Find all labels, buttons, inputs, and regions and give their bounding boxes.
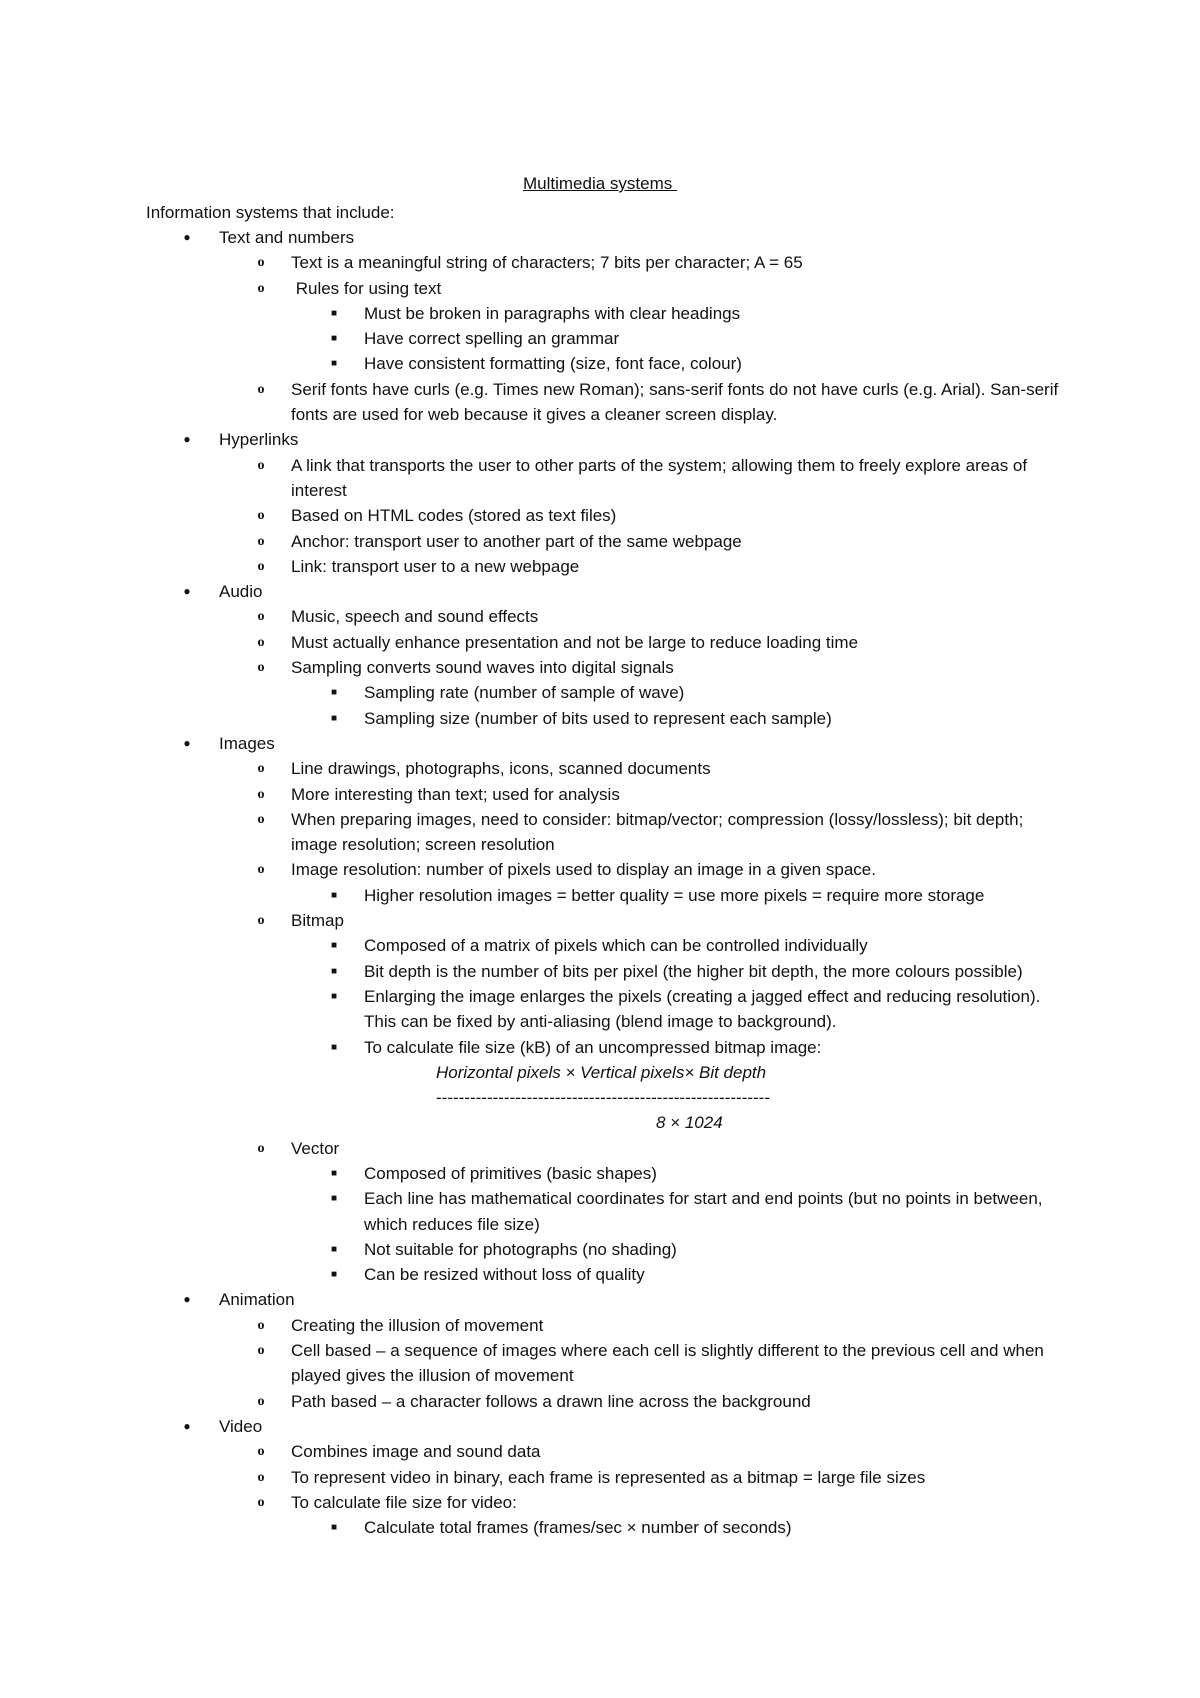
list-item-text: Enlarging the image enlarges the pixels (creating a jagged effect and reducing resolution). This can be fixed by anti-aliasing (blend image to background). (364, 986, 1041, 1032)
list-item (0, 706, 1200, 731)
list-item (0, 908, 1200, 933)
sub-bullet-marker: o (257, 255, 265, 271)
list-item-text: Higher resolution images = better quality = use more pixels = require more storage (364, 885, 985, 905)
square-bullet-marker: ■ (330, 1193, 338, 1205)
list-item (0, 680, 1200, 705)
square-bullet-marker: ■ (330, 307, 338, 319)
list-item (0, 655, 1200, 680)
list-item-text: More interesting than text; used for analysis (291, 784, 620, 804)
square-bullet-marker: ■ (330, 1243, 338, 1255)
list-item (0, 1035, 1200, 1060)
list-item (0, 807, 1200, 858)
list-item-audio (0, 579, 1200, 604)
list-item (0, 756, 1200, 781)
list-item (0, 984, 1200, 1035)
bullet-marker: ● (183, 1418, 191, 1433)
list-item-text: Text is a meaningful string of characters; 7 bits per character; A = 65 (291, 253, 803, 273)
square-bullet-marker: ■ (330, 940, 338, 952)
list-item (0, 1465, 1200, 1490)
sub-bullet-marker: o (257, 1317, 265, 1333)
sub-bullet-marker: o (257, 634, 265, 650)
list-item-text: Must actually enhance presentation and not be large to reduce loading time (291, 632, 859, 652)
list-item (0, 1186, 1200, 1237)
list-item (0, 351, 1200, 376)
square-bullet-marker: ■ (330, 333, 338, 345)
square-bullet-marker: ■ (330, 1522, 338, 1534)
intro-heading: Information systems that include: (146, 203, 395, 222)
list-item-label: Animation (219, 1290, 295, 1310)
list-item (0, 959, 1200, 984)
sub-bullet-marker: o (257, 1393, 265, 1409)
list-item-text: Line drawings, photographs, icons, scanned documents (291, 759, 711, 779)
formula-denominator: 8 × 1024 (656, 1113, 723, 1133)
list-item-images (0, 731, 1200, 756)
list-item (0, 1313, 1200, 1338)
bullet-marker: ● (183, 432, 191, 447)
formula-numerator: Horizontal pixels × Vertical pixels× Bit depth (436, 1062, 767, 1082)
list-item-text: Cell based – a sequence of images where each cell is slightly different to the previous cell and when played gives the illusion of movement (291, 1341, 1044, 1386)
list-item (0, 453, 1200, 504)
page-title: Multimedia systems (523, 174, 677, 193)
bullet-marker: ● (183, 584, 191, 599)
list-item-text-and-numbers (0, 225, 1200, 250)
sub-bullet-marker: o (257, 1140, 265, 1156)
list-item-text: Composed of primitives (basic shapes) (364, 1163, 657, 1183)
list-item (0, 630, 1200, 655)
list-item (0, 326, 1200, 351)
list-item (0, 1237, 1200, 1262)
list-item-video (0, 1414, 1200, 1439)
list-item-text: A link that transports the user to other parts of the system; allowing them to freely explore areas of interest (291, 455, 1028, 500)
list-item-text: Each line has mathematical coordinates for start and end points (but no points in between, which reduces file size) (364, 1189, 1043, 1234)
square-bullet-marker: ■ (330, 687, 338, 699)
list-item-text: Creating the illusion of movement (291, 1315, 544, 1335)
list-item-animation (0, 1287, 1200, 1312)
list-item-text: To represent video in binary, each frame is represented as a bitmap = large file sizes (291, 1467, 926, 1487)
sub-bullet-marker: o (257, 609, 265, 625)
list-item-text: Bit depth is the number of bits per pixel (the higher bit depth, the more colours possible) (364, 961, 1023, 981)
sub-bullet-marker: o (257, 533, 265, 549)
sub-bullet-marker: o (257, 862, 265, 878)
list-item-text: Can be resized without loss of quality (364, 1265, 645, 1285)
list-item-text: Combines image and sound data (291, 1442, 541, 1462)
list-item-text: Path based – a character follows a drawn line across the background (291, 1391, 811, 1411)
list-item-text: To calculate file size (kB) of an uncompressed bitmap image: (364, 1037, 822, 1057)
list-item-text: When preparing images, need to consider: bitmap/vector; compression (lossy/lossless); bit depth; image resolution; screen resolution (291, 809, 1024, 855)
bullet-marker: ● (183, 1292, 191, 1307)
sub-bullet-marker: o (257, 508, 265, 524)
list-item (0, 782, 1200, 807)
list-item-text: Have consistent formatting (size, font face, colour) (364, 354, 742, 374)
list-item-text: To calculate file size for video: (291, 1492, 517, 1512)
list-item (0, 503, 1200, 528)
formula-divider: ----------------------------------------------------------- (436, 1088, 771, 1108)
sub-bullet-marker: o (257, 457, 265, 473)
list-item-text: Not suitable for photographs (no shading) (364, 1239, 677, 1259)
sub-bullet-marker: o (257, 1469, 265, 1485)
bullet-list (0, 225, 1200, 1540)
list-item-label: Audio (219, 582, 263, 602)
list-item (0, 933, 1200, 958)
bullet-marker: ● (183, 230, 191, 244)
list-item (0, 1161, 1200, 1186)
list-item-text: Anchor: transport user to another part of the same webpage (291, 531, 742, 551)
sub-bullet-marker: o (257, 761, 265, 777)
list-item (0, 554, 1200, 579)
square-bullet-marker: ■ (330, 1041, 338, 1053)
list-item (0, 857, 1200, 882)
square-bullet-marker: ■ (330, 358, 338, 370)
list-item-label: Hyperlinks (219, 430, 299, 450)
sub-bullet-marker: o (257, 786, 265, 802)
list-item-text: Based on HTML codes (stored as text files) (291, 506, 617, 526)
square-bullet-marker: ■ (330, 889, 338, 901)
square-bullet-marker: ■ (330, 1167, 338, 1179)
list-item-text: Music, speech and sound effects (291, 607, 539, 627)
list-item (0, 250, 1200, 275)
square-bullet-marker: ■ (330, 712, 338, 724)
sub-bullet-marker: o (257, 1343, 265, 1359)
list-item-text: Composed of a matrix of pixels which can be controlled individually (364, 936, 868, 956)
list-item (0, 1136, 1200, 1161)
list-item (0, 1490, 1200, 1515)
list-item-text: Calculate total frames (frames/sec × number of seconds) (364, 1518, 792, 1538)
sub-bullet-marker: o (257, 1444, 265, 1460)
list-item (0, 604, 1200, 629)
sub-bullet-marker: o (257, 558, 265, 574)
list-item-label: Video (219, 1416, 263, 1436)
list-item (0, 1389, 1200, 1414)
list-item (0, 1338, 1200, 1389)
list-item-text: Vector (291, 1138, 340, 1158)
list-item (0, 529, 1200, 554)
sub-bullet-marker: o (257, 913, 265, 929)
square-bullet-marker: ■ (330, 1269, 338, 1281)
sub-bullet-marker: o (257, 1494, 265, 1510)
bullet-marker: ● (183, 735, 191, 750)
list-item (0, 1262, 1200, 1287)
list-item-label: Images (219, 733, 275, 753)
list-item (0, 301, 1200, 326)
square-bullet-marker: ■ (330, 990, 338, 1002)
sub-bullet-marker: o (257, 660, 265, 676)
list-item (0, 276, 1200, 301)
list-item-text: Bitmap (291, 911, 344, 931)
sub-bullet-marker: o (257, 381, 265, 397)
list-item-text: Sampling rate (number of sample of wave) (364, 683, 685, 703)
list-item-text: Sampling size (number of bits used to represent each sample) (364, 708, 832, 728)
sub-bullet-marker: o (257, 280, 265, 296)
list-item (0, 883, 1200, 908)
sub-bullet-marker: o (257, 811, 265, 827)
list-item (0, 377, 1200, 428)
list-item-text: Rules for using text (291, 278, 442, 298)
list-item-text: Serif fonts have curls (e.g. Times new Roman); sans-serif fonts do not have curls (e.g. Arial). San-serif fonts are used for web because it gives a cleaner screen display. (291, 379, 1059, 425)
list-item-text: Must be broken in paragraphs with clear headings (364, 303, 741, 323)
list-item-text: Link: transport user to a new webpage (291, 556, 580, 576)
list-item-hyperlinks (0, 427, 1200, 452)
square-bullet-marker: ■ (330, 965, 338, 977)
list-item-text: Sampling converts sound waves into digital signals (291, 658, 674, 678)
list-item-text: Image resolution: number of pixels used to display an image in a given space. (291, 860, 876, 880)
list-item (0, 1515, 1200, 1540)
list-item-label: Text and numbers (219, 228, 355, 247)
list-item-text: Have correct spelling an grammar (364, 329, 620, 349)
list-item (0, 1439, 1200, 1464)
